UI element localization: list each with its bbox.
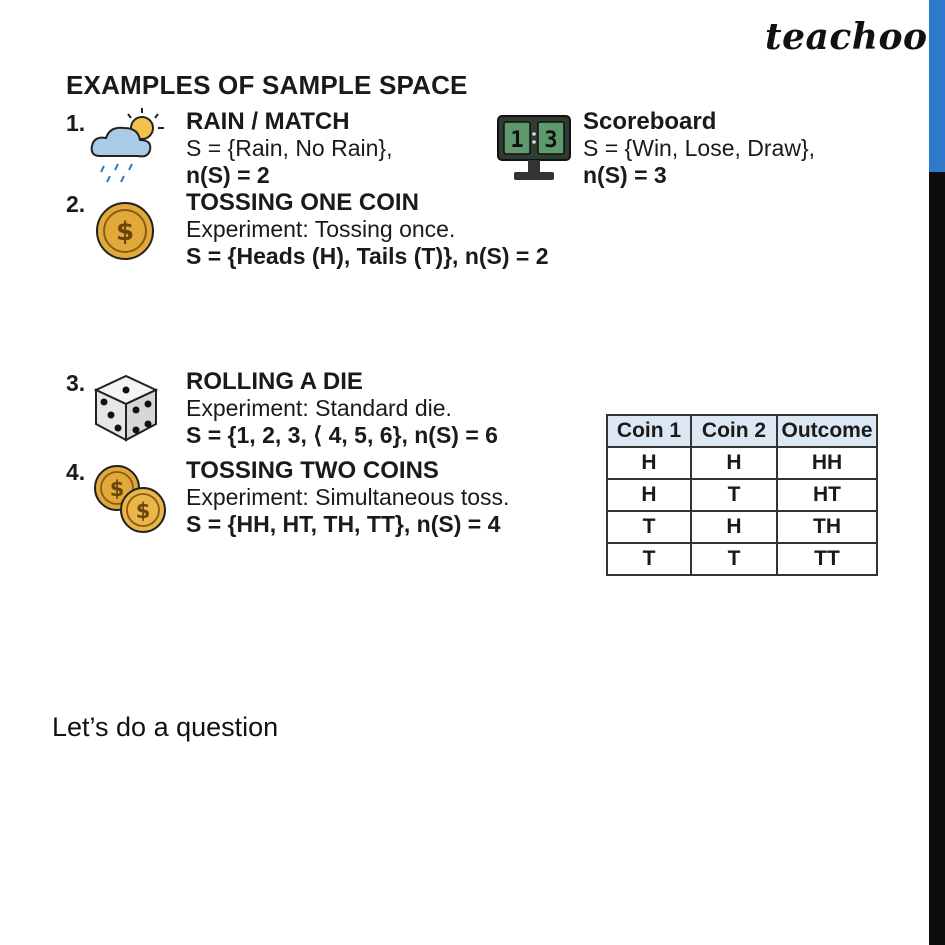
svg-text:$: $ [109, 477, 125, 501]
table-cell: H [607, 479, 691, 511]
example-title: ROLLING A DIE [186, 368, 363, 395]
table-row [607, 511, 877, 543]
sample-count: n(S) = 2 [186, 162, 270, 188]
experiment-text: Experiment: Standard die. [186, 395, 452, 421]
column-header: Outcome [777, 415, 877, 447]
table-row [607, 543, 877, 575]
score-right: 3 [544, 128, 558, 153]
rain-cloud-icon [88, 104, 168, 186]
table-cell: HT [777, 479, 877, 511]
column-header: Coin 2 [691, 415, 777, 447]
sample-space: S = {1, 2, 3, ⟨ 4, 5, 6}, n(S) = 6 [186, 422, 498, 448]
sample-space: S = {Rain, No Rain}, [186, 135, 393, 161]
example-rain-match [186, 108, 392, 189]
example-title: TOSSING ONE COIN [186, 189, 419, 216]
sample-space: S = {Heads (H), Tails (T)}, n(S) = 2 [186, 243, 549, 269]
score-left: 1 [510, 128, 524, 153]
slide-sidebar-accent [929, 0, 945, 172]
example-one-coin [186, 189, 549, 270]
example-title: Scoreboard [583, 108, 717, 135]
scoreboard-icon [496, 112, 574, 186]
table-header-row [607, 415, 877, 447]
table-cell: TT [777, 543, 877, 575]
table-cell: TH [777, 511, 877, 543]
table-cell: H [691, 511, 777, 543]
svg-text:$: $ [135, 499, 151, 523]
table-cell: T [607, 511, 691, 543]
coin-icon [94, 200, 156, 262]
column-header: Coin 1 [607, 415, 691, 447]
die-icon [92, 372, 160, 444]
outcome-table [606, 414, 878, 576]
table-cell: T [607, 543, 691, 575]
example-scoreboard [583, 108, 815, 189]
two-coins-icon [92, 462, 168, 536]
table-cell: H [607, 447, 691, 479]
table-cell: H [691, 447, 777, 479]
table-cell: T [691, 479, 777, 511]
experiment-text: Experiment: Simultaneous toss. [186, 484, 510, 510]
question-prompt: Let’s do a question [52, 712, 279, 742]
example-number: 1. [66, 110, 86, 136]
svg-text:$: $ [115, 217, 135, 247]
sample-space: S = {Win, Lose, Draw}, [583, 135, 816, 161]
example-title: TOSSING TWO COINS [186, 457, 439, 484]
table-row [607, 447, 877, 479]
example-number: 3. [66, 370, 86, 396]
sample-space: S = {HH, HT, TH, TT}, n(S) = 4 [186, 511, 501, 537]
example-number: 2. [66, 191, 86, 217]
teachoo-logo: teachoo [765, 16, 928, 58]
example-title: RAIN / MATCH [186, 108, 350, 135]
table-cell: T [691, 543, 777, 575]
sample-count: n(S) = 3 [583, 162, 667, 188]
example-roll-die [186, 368, 498, 449]
page-title: EXAMPLES OF SAMPLE SPACE [66, 70, 468, 100]
experiment-text: Experiment: Tossing once. [186, 216, 456, 242]
example-number: 4. [66, 459, 86, 485]
table-row [607, 479, 877, 511]
example-two-coins [186, 457, 509, 538]
table-cell: HH [777, 447, 877, 479]
